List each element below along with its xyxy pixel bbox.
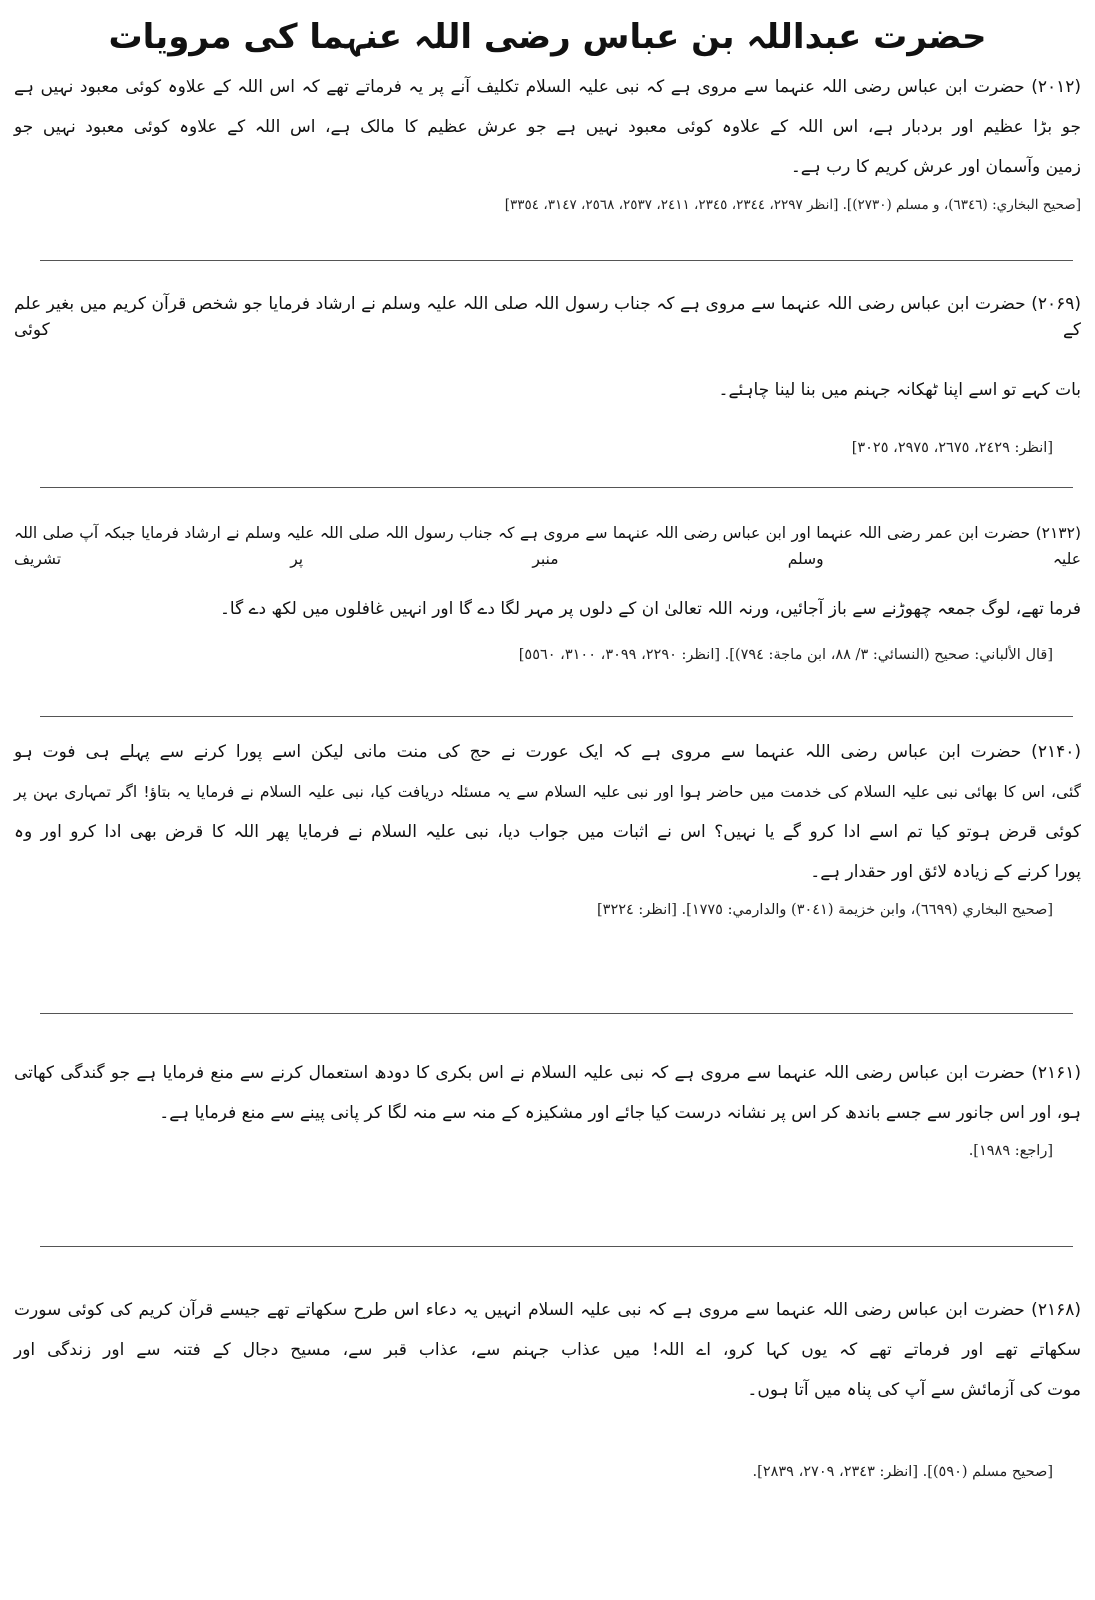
divider bbox=[40, 260, 1073, 261]
hadith-2161-line-2: ہو، اور اس جانور سے جسے باندھ کر اس پر نشانہ درست کیا جائے اور مشکیزہ کے منہ سے منہ لگا کر پانی پینے سے منع فرمایا ہے۔ bbox=[159, 1103, 1081, 1123]
hadith-2168-reference: [صحيح مسلم (٥٩٠)]. [انظر: ٢٣٤٣، ٢٧٠٩، ٢٨٣٩]. bbox=[752, 1464, 1053, 1480]
hadith-2140-line-2: گئی، اس کا بھائی نبی علیہ السلام کی خدمت میں حاضر ہوا اور نبی علیہ السلام سے یہ مسئلہ دریافت کیا، نبی علیہ السلام نے فرمایا یہ بتاؤ! اگر تمہاری بہن پر bbox=[14, 783, 1081, 801]
hadith-2168-line-1: (۲۱۶۸) حضرت ابن عباس رضی اللہ عنہما سے مروی ہے کہ نبی علیہ السلام انہیں یہ دعاء اس طرح سکھاتے تھے جیسے قرآن کریم کی کوئی سورت bbox=[14, 1300, 1081, 1320]
hadith-2161-line-1: (۲۱۶۱) حضرت ابن عباس رضی اللہ عنہما سے مروی ہے کہ نبی علیہ السلام نے اس بکری کا دودھ استعمال کرنے سے منع فرمایا ہے جو گندگی کھاتی bbox=[14, 1063, 1081, 1083]
hadith-2132-reference: [قال الألباني: صحيح (النسائي: ٣/ ٨٨، ابن ماجة: ٧٩٤)]. [انظر: ٢٢٩٠، ٣٠٩٩، ٣١٠٠، ٥٥٦٠] bbox=[518, 647, 1053, 663]
hadith-2168-line-2: سکھاتے تھے اور فرماتے تھے کہ یوں کہا کرو، اے اللہ! میں عذاب جہنم سے، عذاب قبر سے، مسیح دجال کے فتنہ سے اور زندگی اور bbox=[14, 1340, 1081, 1360]
hadith-2069-line-2: بات کہے تو اسے اپنا ٹھکانہ جہنم میں بنا لینا چاہئے۔ bbox=[718, 380, 1081, 400]
hadith-2012-line-2: جو بڑا عظیم اور بردبار ہے، اس اللہ کے علاوہ کوئی معبود نہیں ہے جو عرش عظیم کا مالک ہے، اس اللہ کے علاوہ کوئی معبود نہیں جو bbox=[14, 117, 1081, 137]
hadith-2140-line-1: (۲۱۴۰) حضرت ابن عباس رضی اللہ عنہما سے مروی ہے کہ ایک عورت نے حج کی منت مانی لیکن اسے پورا کرنے سے پہلے ہی فوت ہو bbox=[14, 742, 1081, 762]
hadith-2069 bbox=[14, 291, 1081, 459]
hadith-2132-line-1: (۲۱۳۲) حضرت ابن عمر رضی اللہ عنہما اور ابن عباس رضی اللہ عنہما سے مروی ہے کہ جناب رسول اللہ صلی اللہ علیہ وسلم نے ارشاد فرمایا جبکہ آپ صلی اللہ علیہ وسلم منبر پر تشریف bbox=[14, 524, 1081, 568]
hadith-2012-reference: [صحيح البخاري: (٦٣٤٦)، و مسلم (٢٧٣٠)]. [انظر ٢٢٩٧، ٢٣٤٤، ٢٣٤٥، ٢٤١١، ٢٥٣٧، ٢٥٦٨، ٣١٤٧، ٣٣٥٤] bbox=[504, 197, 1081, 213]
hadith-2168 bbox=[14, 1297, 1081, 1483]
hadith-2161 bbox=[14, 1060, 1081, 1162]
hadith-2132-line-2: فرما تھے، لوگ جمعہ چھوڑنے سے باز آجائیں، ورنہ اللہ تعالیٰ ان کے دلوں پر مہر لگا دے گا اور انہیں غافلوں میں لکھ دے گا۔ bbox=[219, 599, 1081, 619]
hadith-2012-line-3: زمین وآسمان اور عرش کریم کا رب ہے۔ bbox=[790, 157, 1081, 177]
hadith-2132 bbox=[14, 520, 1081, 666]
hadith-2140-line-3: کوئی قرض ہوتو کیا تم اسے ادا کرو گے یا نہیں؟ اس نے اثبات میں جواب دیا، نبی علیہ السلام نے فرمایا پھر اللہ کا قرض بھی ادا کرو اور وہ bbox=[14, 822, 1081, 842]
hadith-2140 bbox=[14, 739, 1081, 921]
page-title: حضرت عبداللہ بن عباس رضی اللہ عنہما کی مرویات bbox=[108, 17, 987, 57]
divider bbox=[40, 1013, 1073, 1014]
hadith-2168-line-3: موت کی آزمائش سے آپ کی پناہ میں آتا ہوں۔ bbox=[747, 1380, 1081, 1400]
divider bbox=[40, 1246, 1073, 1247]
hadith-2161-reference: [راجع: ١٩٨٩]. bbox=[968, 1143, 1053, 1159]
hadith-2140-line-4: پورا کرنے کے زیادہ لائق اور حقدار ہے۔ bbox=[810, 862, 1081, 882]
hadith-2140-reference: [صحيح البخاري (٦٦٩٩)، وابن خزيمة (٣٠٤١) والدارمي: ١٧٧٥]. [انظر: ٣٢٢٤] bbox=[596, 902, 1053, 918]
divider bbox=[40, 487, 1073, 488]
divider bbox=[40, 716, 1073, 717]
hadith-2069-reference: [انظر: ٢٤٢٩، ٢٦٧٥، ٢٩٧٥، ٣٠٢٥] bbox=[851, 440, 1053, 456]
hadith-2069-line-1: (۲۰۶۹) حضرت ابن عباس رضی اللہ عنہما سے مروی ہے کہ جناب رسول اللہ صلی اللہ علیہ وسلم نے ارشاد فرمایا جو شخص قرآن کریم میں بغیر علم کے کوئی bbox=[14, 294, 1081, 340]
hadith-2012-line-1: (۲۰۱۲) حضرت ابن عباس رضی اللہ عنہما سے مروی ہے کہ نبی علیہ السلام تکلیف آنے پر یہ فرماتے تھے کہ اس اللہ کے علاوہ کوئی معبود نہیں ہے bbox=[14, 77, 1081, 97]
hadith-2012 bbox=[14, 74, 1081, 216]
